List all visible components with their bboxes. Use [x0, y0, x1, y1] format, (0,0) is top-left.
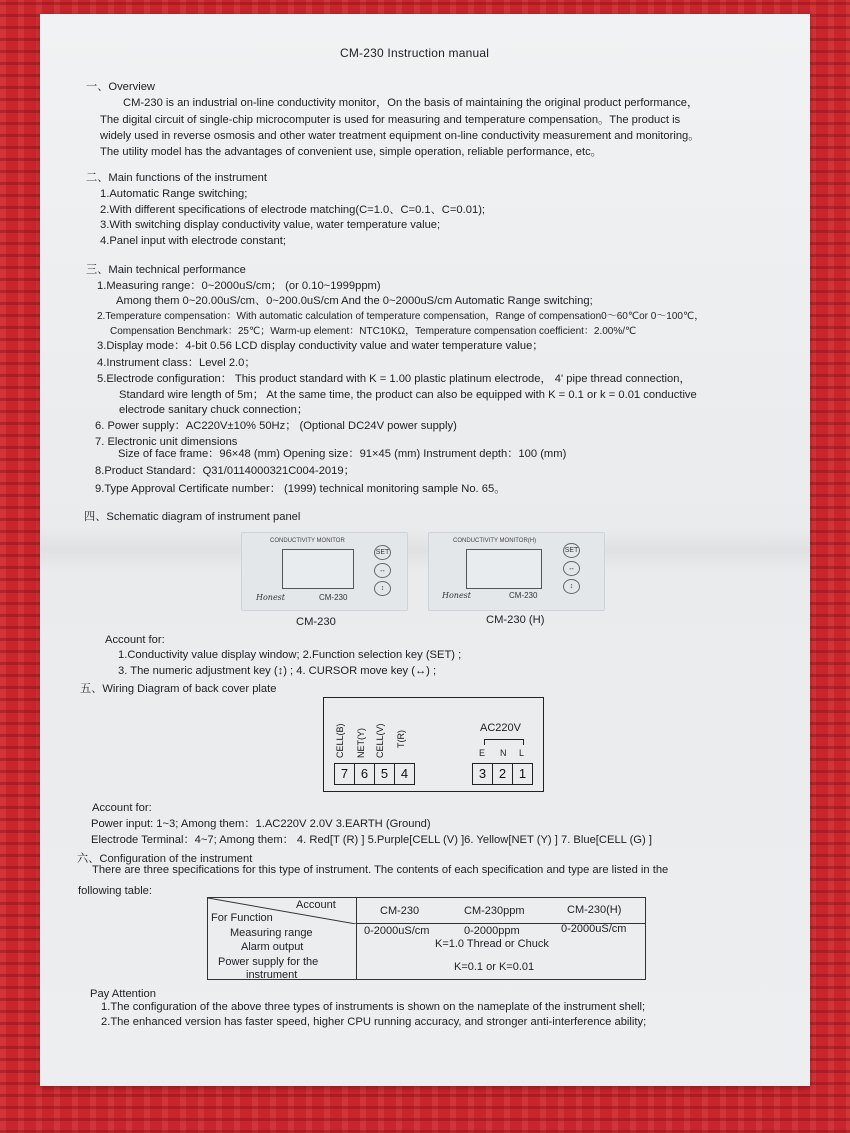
set-key: SET	[563, 543, 580, 558]
brand-logo: Honest	[256, 593, 285, 602]
wiring-heading: 五、Wiring Diagram of back cover plate	[80, 683, 277, 695]
lcd-display-window	[282, 549, 354, 589]
terminal-number: 1	[512, 763, 533, 785]
overview-line: widely used in reverse osmosis and other water treatment equipment on-line conductivity measurement and monitoring。	[100, 130, 700, 142]
account-line: 1.Conductivity value display window; 2.Function selection key (SET) ;	[118, 649, 462, 661]
wiring-diagram	[323, 697, 544, 792]
thread-value: K=1.0 Thread or Chuck	[435, 938, 549, 950]
panel-header: CONDUCTIVITY MONITOR(H)	[453, 538, 537, 544]
performance-line: 6. Power supply：AC220V±10% 50Hz； (Optional DC24V power supply)	[95, 420, 457, 432]
functions-heading: 二、Main functions of the instrument	[86, 172, 267, 184]
adjust-key-icon: ↕	[563, 579, 580, 594]
terminal-label: NET(Y)	[356, 728, 366, 758]
row-label: Power supply for the	[218, 956, 319, 968]
adjust-key-icon: ↕	[374, 581, 391, 596]
performance-line: 1.Measuring range：0~2000uS/cm； (or 0.10~1999ppm)	[97, 280, 381, 292]
performance-line: electrode sanitary chuck connection；	[119, 404, 309, 416]
terminal-number: 6	[354, 763, 375, 785]
overview-line: The utility model has the advantages of convenient use, simple operation, reliable performance, etc。	[100, 146, 602, 158]
configuration-line: following table:	[78, 885, 153, 897]
performance-line: 9.Type Approval Certificate number： (1999) technical monitoring sample No. 65。	[95, 483, 506, 495]
row-label: instrument	[246, 969, 298, 981]
performance-line: 8.Product Standard：Q31/0114000321C004-2019；	[95, 465, 355, 477]
k-value: K=0.1 or K=0.01	[454, 961, 535, 973]
terminal-number: 2	[492, 763, 513, 785]
configuration-table	[207, 897, 646, 980]
set-key: SET	[374, 545, 391, 560]
account-heading: Account for:	[105, 634, 165, 646]
terminal-number: 5	[374, 763, 395, 785]
wiring-account-heading: Account for:	[92, 802, 152, 814]
performance-line: 7. Electronic unit dimensions	[95, 436, 238, 448]
overview-heading: 一、Overview	[86, 81, 155, 93]
performance-line: Standard wire length of 5m； At the same time, the product can also be equipped with K = 0.1 or k = 0.01 conductive	[119, 389, 697, 401]
function-item: 3.With switching display conductivity value, water temperature value;	[100, 219, 441, 231]
terminal-label: CELL(B)	[335, 723, 345, 758]
terminal-label: T(R)	[396, 730, 406, 748]
cursor-key-icon: ↔	[563, 561, 580, 576]
instrument-panel-cm230	[241, 532, 408, 611]
performance-line: 4.Instrument class：Level 2.0；	[97, 357, 256, 369]
range-value: 0-2000uS/cm	[561, 923, 627, 935]
row-label: Alarm output	[241, 941, 304, 953]
account-line: 3. The numeric adjustment key (↕) ; 4. CURSOR move key (↔) ;	[118, 665, 437, 677]
panel-model: CM-230	[509, 591, 538, 600]
power-pin: L	[519, 748, 525, 758]
wiring-account-line: Power input: 1~3; Among them：1.AC220V 2.0V 3.EARTH (Ground)	[91, 818, 431, 830]
performance-line: Among them 0~20.00uS/cm、0~200.0uS/cm And the 0~2000uS/cm Automatic Range switching;	[116, 295, 593, 307]
terminal-number: 4	[394, 763, 415, 785]
terminal-number: 3	[472, 763, 493, 785]
column-header: CM-230(H)	[567, 904, 622, 916]
panel-caption: CM-230 (H)	[486, 614, 545, 626]
attention-line: 2.The enhanced version has faster speed, higher CPU running accuracy, and stronger anti-interference ability;	[101, 1016, 647, 1028]
overview-line: The digital circuit of single-chip microcomputer is used for measuring and temperature compensation。The product is	[100, 114, 681, 126]
performance-line: 3.Display mode：4-bit 0.56 LCD display conductivity value and water temperature value；	[97, 340, 544, 352]
attention-heading: Pay Attention	[90, 988, 156, 1000]
wiring-account-line: Electrode Terminal：4~7; Among them： 4. Red[T (R) ] 5.Purple[CELL (V) ]6. Yellow[NET (Y) ] 7. Blue[CELL (G) ]	[91, 834, 652, 846]
table-corner-top: Account	[296, 899, 336, 911]
overview-line: CM-230 is an industrial on-line conductivity monitor，On the basis of maintaining the original product performance，	[123, 97, 699, 109]
attention-line: 1.The configuration of the above three types of instruments is shown on the nameplate of the instrument shell;	[101, 1001, 646, 1013]
column-header: CM-230ppm	[464, 905, 525, 917]
page-title: CM-230 Instruction manual	[340, 46, 490, 60]
performance-line: Size of face frame：96×48 (mm) Opening size：91×45 (mm) Instrument depth：100 (mm)	[118, 448, 567, 460]
performance-line: Compensation Benchmark：25℃；Warm-up element：NTC10KΩ，Temperature compensation coefficient：2.00%/℃	[110, 326, 637, 337]
panel-model: CM-230	[319, 593, 348, 602]
column-header: CM-230	[380, 905, 420, 917]
performance-line: 5.Electrode configuration： This product standard with K = 1.00 plastic platinum electrode， 4' pipe thread connection，	[97, 373, 691, 385]
terminal-label: CELL(V)	[375, 723, 385, 758]
schematic-heading: 四、Schematic diagram of instrument panel	[84, 511, 301, 523]
power-pin: E	[479, 748, 486, 758]
cursor-key-icon: ↔	[374, 563, 391, 578]
configuration-line: There are three specifications for this type of instrument. The contents of each specification and type are listed in the	[92, 864, 669, 876]
range-value: 0-2000uS/cm	[364, 925, 430, 937]
panel-caption: CM-230	[296, 616, 336, 628]
function-item: 1.Automatic Range switching;	[100, 188, 248, 200]
table-corner-bottom: For Function	[211, 912, 273, 924]
power-bracket	[484, 739, 524, 745]
power-pin: N	[500, 748, 507, 758]
lcd-display-window	[466, 549, 542, 589]
function-item: 2.With different specifications of electrode matching(C=1.0、C=0.1、C=0.01);	[100, 204, 486, 216]
power-label: AC220V	[480, 722, 521, 734]
brand-logo: Honest	[442, 591, 471, 600]
row-label: Measuring range	[230, 927, 313, 939]
panel-header: CONDUCTIVITY MONITOR	[270, 538, 345, 544]
range-value: 0-2000ppm	[464, 925, 520, 937]
terminal-number: 7	[334, 763, 355, 785]
performance-line: 2.Temperature compensation：With automatic calculation of temperature compensation，Range of compensation0～60℃or 0～100℃，	[97, 311, 705, 322]
performance-heading: 三、Main technical performance	[86, 264, 246, 276]
function-item: 4.Panel input with electrode constant;	[100, 235, 286, 247]
configuration-heading: 六、Configuration of the instrument	[77, 853, 253, 865]
instrument-panel-cm230h	[428, 532, 605, 611]
